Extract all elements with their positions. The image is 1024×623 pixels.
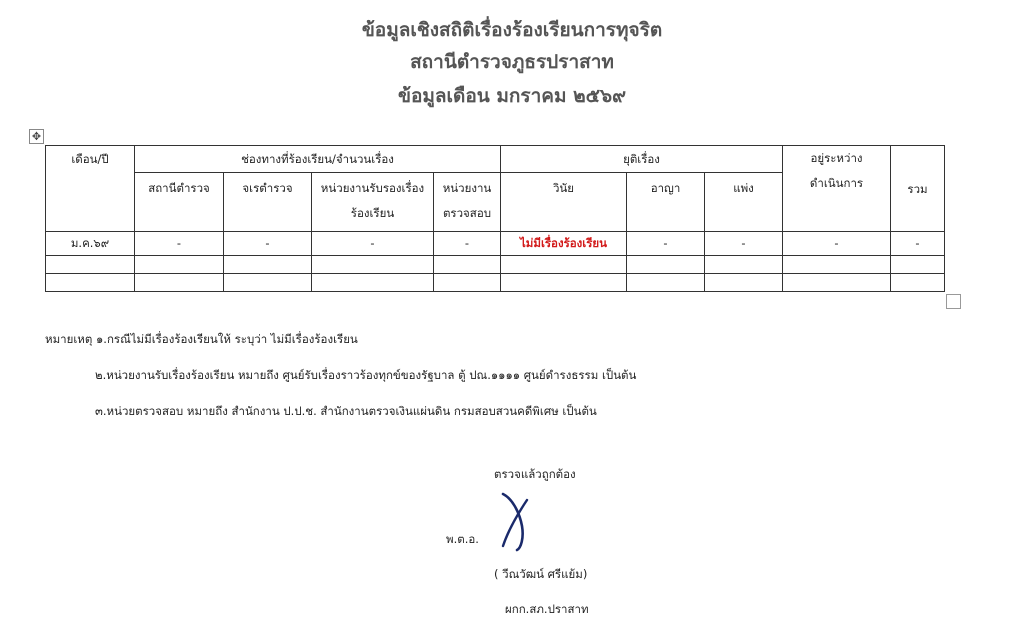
cell-inspector[interactable]: - (224, 232, 312, 256)
empty-cell[interactable] (627, 274, 705, 292)
signer-name: ( วีณวัฒน์ ศรีแย้ม) (494, 567, 588, 581)
cell-audit-agency[interactable]: - (434, 232, 501, 256)
empty-cell[interactable] (783, 274, 891, 292)
empty-cell[interactable] (434, 274, 501, 292)
document-title: ข้อมูลเชิงสถิติเรื่องร้องเรียนการทุจริต (361, 19, 663, 41)
cell-total[interactable]: - (891, 232, 945, 256)
empty-cell[interactable] (434, 256, 501, 274)
cell-criminal[interactable]: - (627, 232, 705, 256)
handwritten-signature (497, 488, 537, 556)
channels-group-header: ช่องทางที่ร้องเรียน/จำนวนเรื่อง (135, 146, 501, 173)
col-criminal-header: อาญา (627, 173, 705, 232)
empty-cell[interactable] (224, 274, 312, 292)
table-resize-handle[interactable] (946, 294, 961, 309)
col-pending-header (783, 146, 891, 232)
empty-cell[interactable] (501, 274, 627, 292)
col-civil-header: แพ่ง (705, 173, 783, 232)
note-1: หมายเหตุ ๑.กรณีไม่มีเรื่องร้องเรียนให้ ระบุว่า ไม่มีเรื่องร้องเรียน (45, 332, 358, 346)
table-move-handle-icon[interactable]: ✥ (29, 129, 44, 144)
cell-pending[interactable]: - (783, 232, 891, 256)
empty-cell[interactable] (224, 256, 312, 274)
table-row (46, 232, 945, 256)
empty-cell[interactable] (46, 256, 135, 274)
col-discipline-header: วินัย (501, 173, 627, 232)
col-inspector-header: จเรตำรวจ (224, 173, 312, 232)
empty-cell[interactable] (705, 256, 783, 274)
empty-cell[interactable] (891, 274, 945, 292)
cell-civil[interactable]: - (705, 232, 783, 256)
empty-cell[interactable] (705, 274, 783, 292)
closed-group-header: ยุติเรื่อง (501, 146, 783, 173)
empty-cell[interactable] (627, 256, 705, 274)
cell-receiving-agency[interactable]: - (312, 232, 434, 256)
verified-label: ตรวจแล้วถูกต้อง (494, 467, 576, 481)
table-row (46, 274, 945, 292)
pending-label-line1: อยู่ระหว่าง (810, 151, 863, 165)
report-month: ข้อมูลเดือน มกราคม ๒๕๖๙ (397, 85, 627, 107)
empty-cell[interactable] (46, 274, 135, 292)
empty-cell[interactable] (501, 256, 627, 274)
empty-cell[interactable] (135, 274, 224, 292)
cell-station[interactable]: - (135, 232, 224, 256)
complaint-stats-table (45, 145, 945, 292)
pending-label-line2: ดำเนินการ (809, 176, 864, 190)
signer-position: ผกก.สภ.ปราสาท (505, 602, 589, 616)
empty-cell[interactable] (135, 256, 224, 274)
empty-cell[interactable] (312, 274, 434, 292)
col-audit-agency-header: หน่วยงานตรวจสอบ (434, 173, 501, 232)
station-name: สถานีตำรวจภูธรปราสาท (410, 51, 614, 73)
col-receiving-agency-header: หน่วยงานรับรองเรื่องร้องเรียน (312, 173, 434, 232)
cell-month[interactable]: ม.ค.๖๙ (46, 232, 135, 256)
empty-cell[interactable] (783, 256, 891, 274)
col-total-header: รวม (891, 146, 945, 232)
signer-rank: พ.ต.อ. (446, 532, 479, 546)
note-2: ๒.หน่วยงานรับเรื่องร้องเรียน หมายถึง ศูนย์รับเรื่องราวร้องทุกข์ของรัฐบาล ตู้ ปณ.๑๑๑๑ ศูนย์ดำรงธรรม เป็นต้น (95, 368, 637, 382)
note-3: ๓.หน่วยตรวจสอบ หมายถึง สำนักงาน ป.ป.ช. สำนักงานตรวจเงินแผ่นดิน กรมสอบสวนคดีพิเศษ เป็นต้น (95, 404, 597, 418)
col-month-header: เดือน/ปี (46, 146, 135, 232)
empty-cell[interactable] (312, 256, 434, 274)
empty-cell[interactable] (891, 256, 945, 274)
col-station-header: สถานีตำรวจ (135, 173, 224, 232)
cell-discipline[interactable]: ไม่มีเรื่องร้องเรียน (501, 232, 627, 256)
table-row (46, 256, 945, 274)
